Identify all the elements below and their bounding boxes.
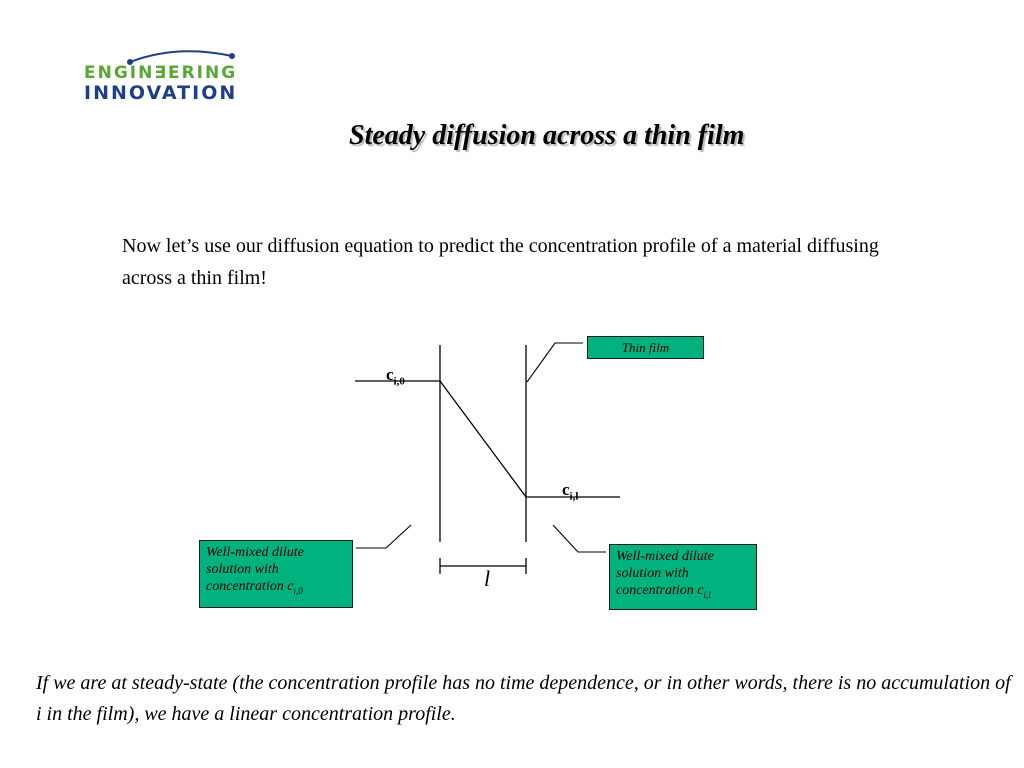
linear-concentration-profile [440, 381, 526, 497]
left-solution-callout [199, 540, 353, 608]
concentration-label-right [562, 480, 578, 502]
intro-paragraph: Now let’s use our diffusion equation to predict the concentration profile of a material diffusing across a thin film! [122, 235, 879, 289]
logo-text-innovation: INNOVATION [84, 82, 238, 104]
concentration-label-left [386, 365, 405, 387]
right-callout-text: Well-mixed dilute solution with concentration c [616, 549, 714, 598]
right-solution-callout [609, 544, 757, 610]
conclusion-paragraph: If we are at steady-state (the concentration profile has no time dependence, or in other words, there is no accumulation of i in the film), we have a linear concentration profile. [36, 672, 1011, 725]
cl-main: c [562, 480, 570, 499]
thin-film-callout: Thin film [587, 336, 704, 359]
right-callout-subscript: i,l [703, 589, 711, 600]
thin-film-leader [527, 343, 583, 382]
slide-title: Steady diffusion across a thin film [349, 120, 745, 151]
c0-main: c [386, 365, 394, 384]
film-thickness-label: l [484, 566, 491, 591]
left-callout-leader [356, 525, 411, 548]
cl-subscript: i,l [569, 490, 579, 503]
right-callout-leader [553, 525, 606, 552]
c0-subscript: i,0 [393, 375, 405, 388]
logo-text-engineering: ENGIN∃ERING [84, 63, 238, 83]
left-callout-subscript: i,0 [293, 585, 303, 596]
left-callout-text: Well-mixed dilute solution with concentration c [206, 545, 304, 594]
